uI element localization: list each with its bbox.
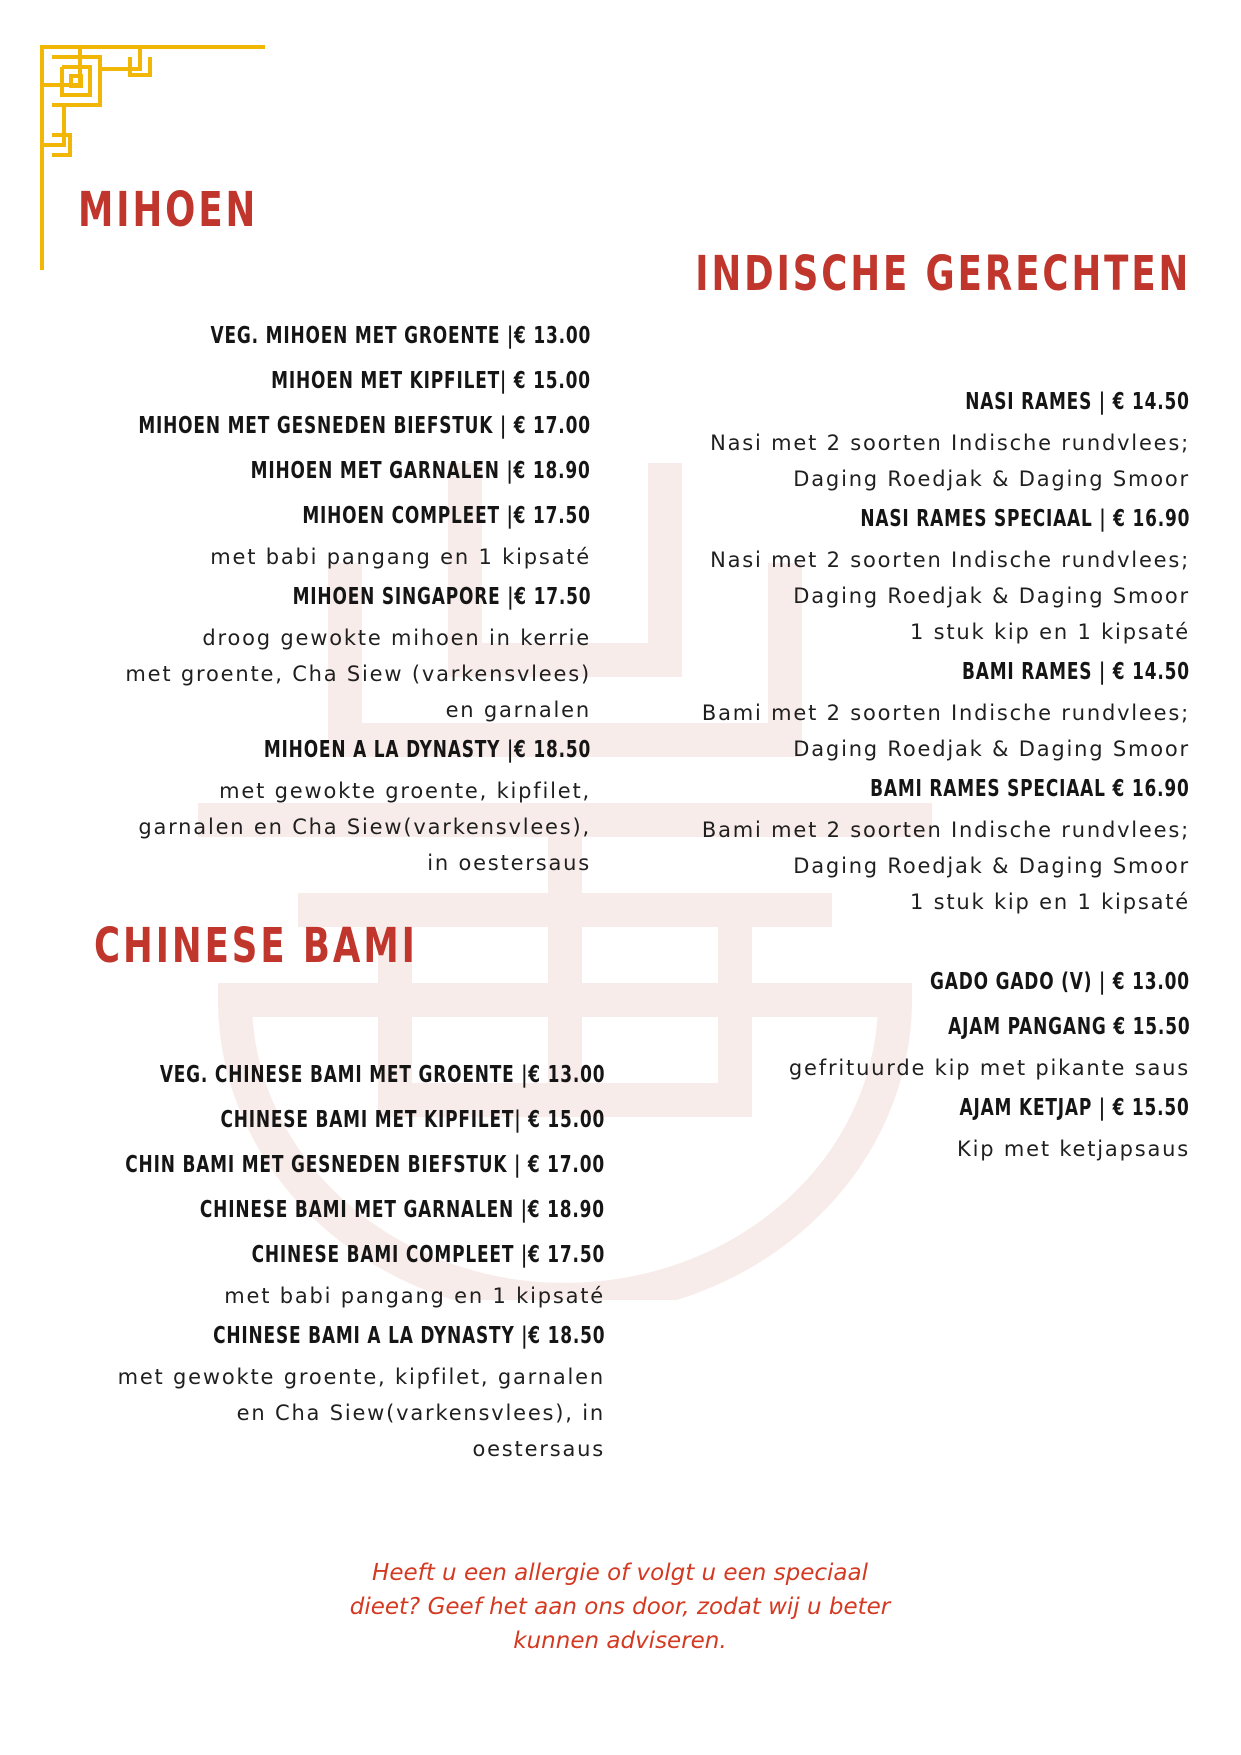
menu-item-title-text: MIHOEN SINGAPORE |€ 17.50 [292, 584, 591, 610]
menu-item-title [570, 767, 1190, 812]
menu-item-title-text: CHINESE BAMI A LA DYNASTY |€ 18.50 [212, 1323, 605, 1349]
menu-item [570, 497, 1190, 650]
menu-item [570, 767, 1190, 920]
menu-item-title-text: GADO GADO (V) | € 13.00 [930, 969, 1190, 995]
menu-item [0, 314, 591, 359]
menu-item-title-text: MIHOEN MET KIPFILET| € 15.00 [271, 368, 591, 394]
menu-item-description: Daging Roedjak & Daging Smoor [793, 584, 1190, 608]
menu-item-title-text: BAMI RAMES | € 14.50 [962, 659, 1190, 685]
menu-item-description: en garnalen [445, 698, 591, 722]
menu-item [570, 960, 1190, 1005]
menu-item-description: Bami met 2 soorten Indische rundvlees; [701, 701, 1190, 725]
menu-item-title [570, 497, 1190, 542]
section-heading-mihoen: MIHOEN [78, 182, 259, 238]
allergy-note-line: Heeft u een allergie of volgt u een speciaal [372, 1560, 868, 1586]
menu-item-title [570, 1005, 1190, 1050]
menu-item [570, 1005, 1190, 1086]
allergy-note-line: kunnen adviseren. [513, 1628, 727, 1654]
menu-item [0, 1314, 605, 1467]
menu-item-description: Daging Roedjak & Daging Smoor [793, 737, 1190, 761]
menu-item-title-text: AJAM PANGANG € 15.50 [947, 1014, 1190, 1040]
menu-item-title [570, 1086, 1190, 1131]
menu-item [0, 1188, 605, 1233]
menu-item-title-text: MIHOEN COMPLEET |€ 17.50 [302, 503, 591, 529]
menu-item-title-text: BAMI RAMES SPECIAAL € 16.90 [870, 776, 1190, 802]
menu-item-description: oestersaus [472, 1437, 605, 1461]
menu-item-title [0, 494, 591, 539]
menu-item-description: 1 stuk kip en 1 kipsaté [910, 620, 1190, 644]
menu-item-title [0, 1143, 605, 1188]
menu-item-title-text: NASI RAMES | € 14.50 [965, 389, 1190, 415]
menu-item [0, 1233, 605, 1314]
spacer [570, 920, 1190, 960]
menu-item [0, 575, 591, 728]
menu-item-title [0, 404, 591, 449]
menu-item-title-text: CHIN BAMI MET GESNEDEN BIEFSTUK | € 17.00 [125, 1152, 605, 1178]
menu-item-description: Kip met ketjapsaus [957, 1137, 1190, 1161]
menu-item-title-text: NASI RAMES SPECIAAL | € 16.90 [860, 506, 1190, 532]
menu-item-description: met gewokte groente, kipfilet, garnalen [117, 1365, 605, 1389]
menu-item-description: met babi pangang en 1 kipsaté [210, 545, 591, 569]
menu-item-title [570, 960, 1190, 1005]
menu-item-title-text: VEG. CHINESE BAMI MET GROENTE |€ 13.00 [159, 1062, 605, 1088]
menu-item-description: gefrituurde kip met pikante saus [788, 1056, 1190, 1080]
mihoen-menu-list [0, 314, 591, 881]
menu-item [0, 404, 591, 449]
menu-item-description: Bami met 2 soorten Indische rundvlees; [701, 818, 1190, 842]
menu-item-title [0, 449, 591, 494]
menu-item-description: garnalen en Cha Siew(varkensvlees), [138, 815, 591, 839]
menu-item-title-text: CHINESE BAMI MET KIPFILET| € 15.00 [220, 1107, 605, 1133]
menu-item-title [0, 359, 591, 404]
menu-item-title [0, 314, 591, 359]
menu-item [0, 449, 591, 494]
menu-item-description: Nasi met 2 soorten Indische rundvlees; [710, 431, 1190, 455]
chinese-bami-menu-list [0, 1053, 605, 1467]
menu-item-title [0, 1314, 605, 1359]
menu-item-title [570, 650, 1190, 695]
menu-item-title [0, 728, 591, 773]
menu-item-title-text: MIHOEN A LA DYNASTY |€ 18.50 [263, 737, 591, 763]
menu-item-title [0, 1188, 605, 1233]
menu-item [0, 1098, 605, 1143]
menu-item-description: met groente, Cha Siew (varkensvlees) [125, 662, 591, 686]
section-heading-chinese-bami: CHINESE BAMI [94, 918, 418, 974]
menu-item-description: Nasi met 2 soorten Indische rundvlees; [710, 548, 1190, 572]
section-heading-indische-gerechten: INDISCHE GERECHTEN [695, 246, 1191, 302]
menu-item [570, 380, 1190, 497]
menu-item-title-text: VEG. MIHOEN MET GROENTE |€ 13.00 [210, 323, 591, 349]
menu-item-title [0, 1233, 605, 1278]
menu-item-description: droog gewokte mihoen in kerrie [202, 626, 591, 650]
menu-item-description: en Cha Siew(varkensvlees), in [236, 1401, 605, 1425]
indische-gerechten-menu-list [570, 380, 1190, 1167]
menu-item-description: 1 stuk kip en 1 kipsaté [910, 890, 1190, 914]
menu-item-title [0, 1053, 605, 1098]
menu-item-title [0, 1098, 605, 1143]
menu-item-title-text: AJAM KETJAP | € 15.50 [959, 1095, 1190, 1121]
menu-item-description: in oestersaus [427, 851, 591, 875]
menu-item-description: met babi pangang en 1 kipsaté [224, 1284, 605, 1308]
menu-item [0, 1143, 605, 1188]
menu-item-title-text: CHINESE BAMI MET GARNALEN |€ 18.90 [199, 1197, 605, 1223]
menu-item-description: Daging Roedjak & Daging Smoor [793, 854, 1190, 878]
menu-item [570, 650, 1190, 767]
menu-item-title [0, 575, 591, 620]
menu-item-title-text: MIHOEN MET GESNEDEN BIEFSTUK | € 17.00 [138, 413, 591, 439]
menu-item [570, 1086, 1190, 1167]
menu-item-title [570, 380, 1190, 425]
menu-item-description: met gewokte groente, kipfilet, [219, 779, 591, 803]
menu-item-title-text: MIHOEN MET GARNALEN |€ 18.90 [251, 458, 591, 484]
menu-item [0, 359, 591, 404]
allergy-note [300, 1556, 940, 1658]
menu-item [0, 494, 591, 575]
menu-item-description: Daging Roedjak & Daging Smoor [793, 467, 1190, 491]
menu-item [0, 728, 591, 881]
allergy-note-line: dieet? Geef het aan ons door, zodat wij u beter [349, 1594, 891, 1620]
menu-item-title-text: CHINESE BAMI COMPLEET |€ 17.50 [251, 1242, 605, 1268]
menu-item [0, 1053, 605, 1098]
